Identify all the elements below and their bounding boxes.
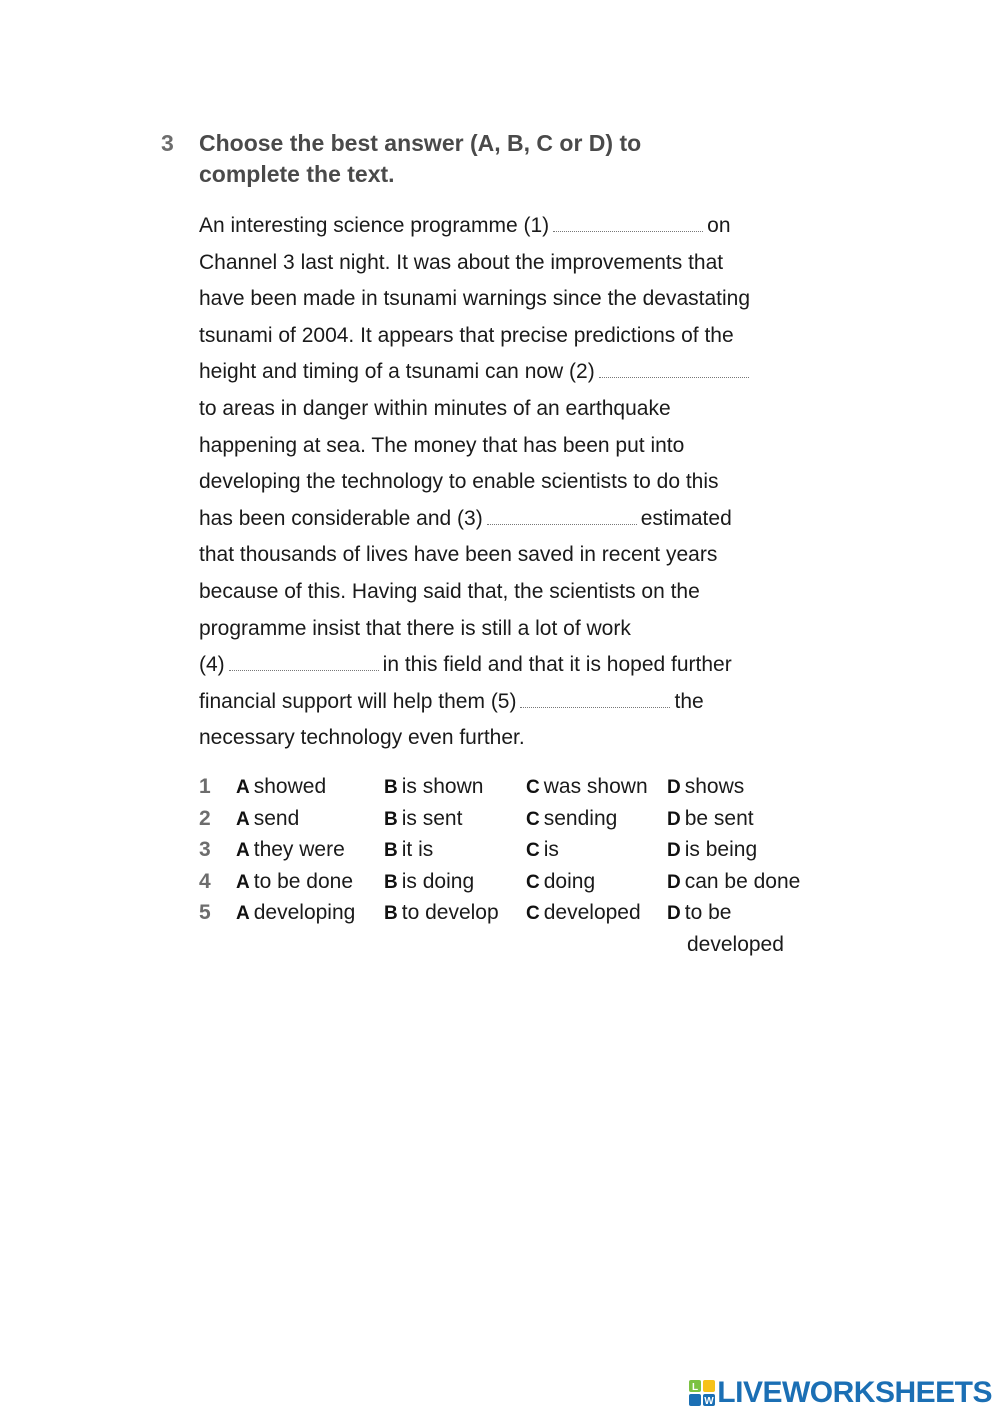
option-a: A showed [236,775,327,798]
option-c: C was shown [526,775,648,798]
passage-line: happening at sea. The money that has been put into [199,433,685,457]
logo-letter: L [692,1382,699,1393]
option-b: B to develop [384,901,499,924]
title-line: complete the text. [199,161,395,187]
passage-line: has been considerable and (3) estimated [199,506,732,530]
option-a: A send [236,806,300,830]
option-b: B is shown [384,775,484,798]
passage-line: to areas in danger within minutes of an earthquake [199,396,671,420]
passage-line: Channel 3 last night. It was about the improvements that [199,250,724,274]
question-number: 3 [199,838,211,861]
passage-text [199,208,839,757]
question-number: 4 [199,869,211,893]
option-d: D can be done [667,869,801,893]
passage-line: because of this. Having said that, the scientists on the [199,579,700,603]
logo-letter: W [704,1396,715,1406]
passage-line: necessary technology even further. [199,726,525,750]
option-a: A to be done [236,869,353,893]
question-row-5 [199,897,839,929]
option-c: C doing [526,869,596,893]
answer-gap-1 [553,215,703,232]
passage-line: programme insist that there is still a lot of work [199,616,631,640]
option-a: A developing [236,901,356,924]
question-row-2 [199,803,839,835]
answer-gap-2 [599,362,749,379]
option-d: D to be [667,901,732,924]
option-a: A they were [236,838,345,861]
option-d-continued: developed [687,932,784,956]
passage-line: (4) in this field and that it is hoped further [199,653,732,677]
option-d: D be sent [667,806,754,830]
passage-line: developing the technology to enable scientists to do this [199,470,719,494]
question-row-4 [199,866,839,898]
brand-name: LIVEWORKSHEETS [717,1376,992,1409]
option-b: B it is [384,838,434,861]
passage-line: An interesting science programme (1) on [199,214,731,237]
option-c: C is [526,838,559,861]
question-number: 5 [199,901,211,924]
passage-line: height and timing of a tsunami can now (2) [199,354,839,391]
option-d: D shows [667,775,745,798]
answer-gap-4 [229,654,379,671]
passage-line: that thousands of lives have been saved in recent years [199,543,718,567]
question-row-3 [199,834,839,866]
liveworksheets-logo-icon [689,1380,715,1406]
liveworksheets-brand [689,1373,992,1413]
passage-line: have been made in tsunami warnings since the devastating [199,287,751,311]
answer-gap-3 [487,508,637,525]
exercise-title [199,128,759,190]
answer-gap-5 [520,691,670,708]
question-row-1 [199,771,839,803]
option-d: D is being [667,838,758,861]
question-row-5-continued [199,929,839,961]
passage-line: financial support will help them (5) the [199,689,704,713]
question-number: 1 [199,775,211,798]
question-number: 2 [199,806,211,830]
option-c: C developed [526,901,641,924]
option-b: B is sent [384,806,463,830]
passage-line: tsunami of 2004. It appears that precise predictions of the [199,323,734,347]
title-line: Choose the best answer (A, B, C or D) to [199,130,642,156]
option-b: B is doing [384,869,475,893]
option-c: C sending [526,806,618,830]
answer-options [199,771,839,960]
exercise-number: 3 [161,130,174,156]
